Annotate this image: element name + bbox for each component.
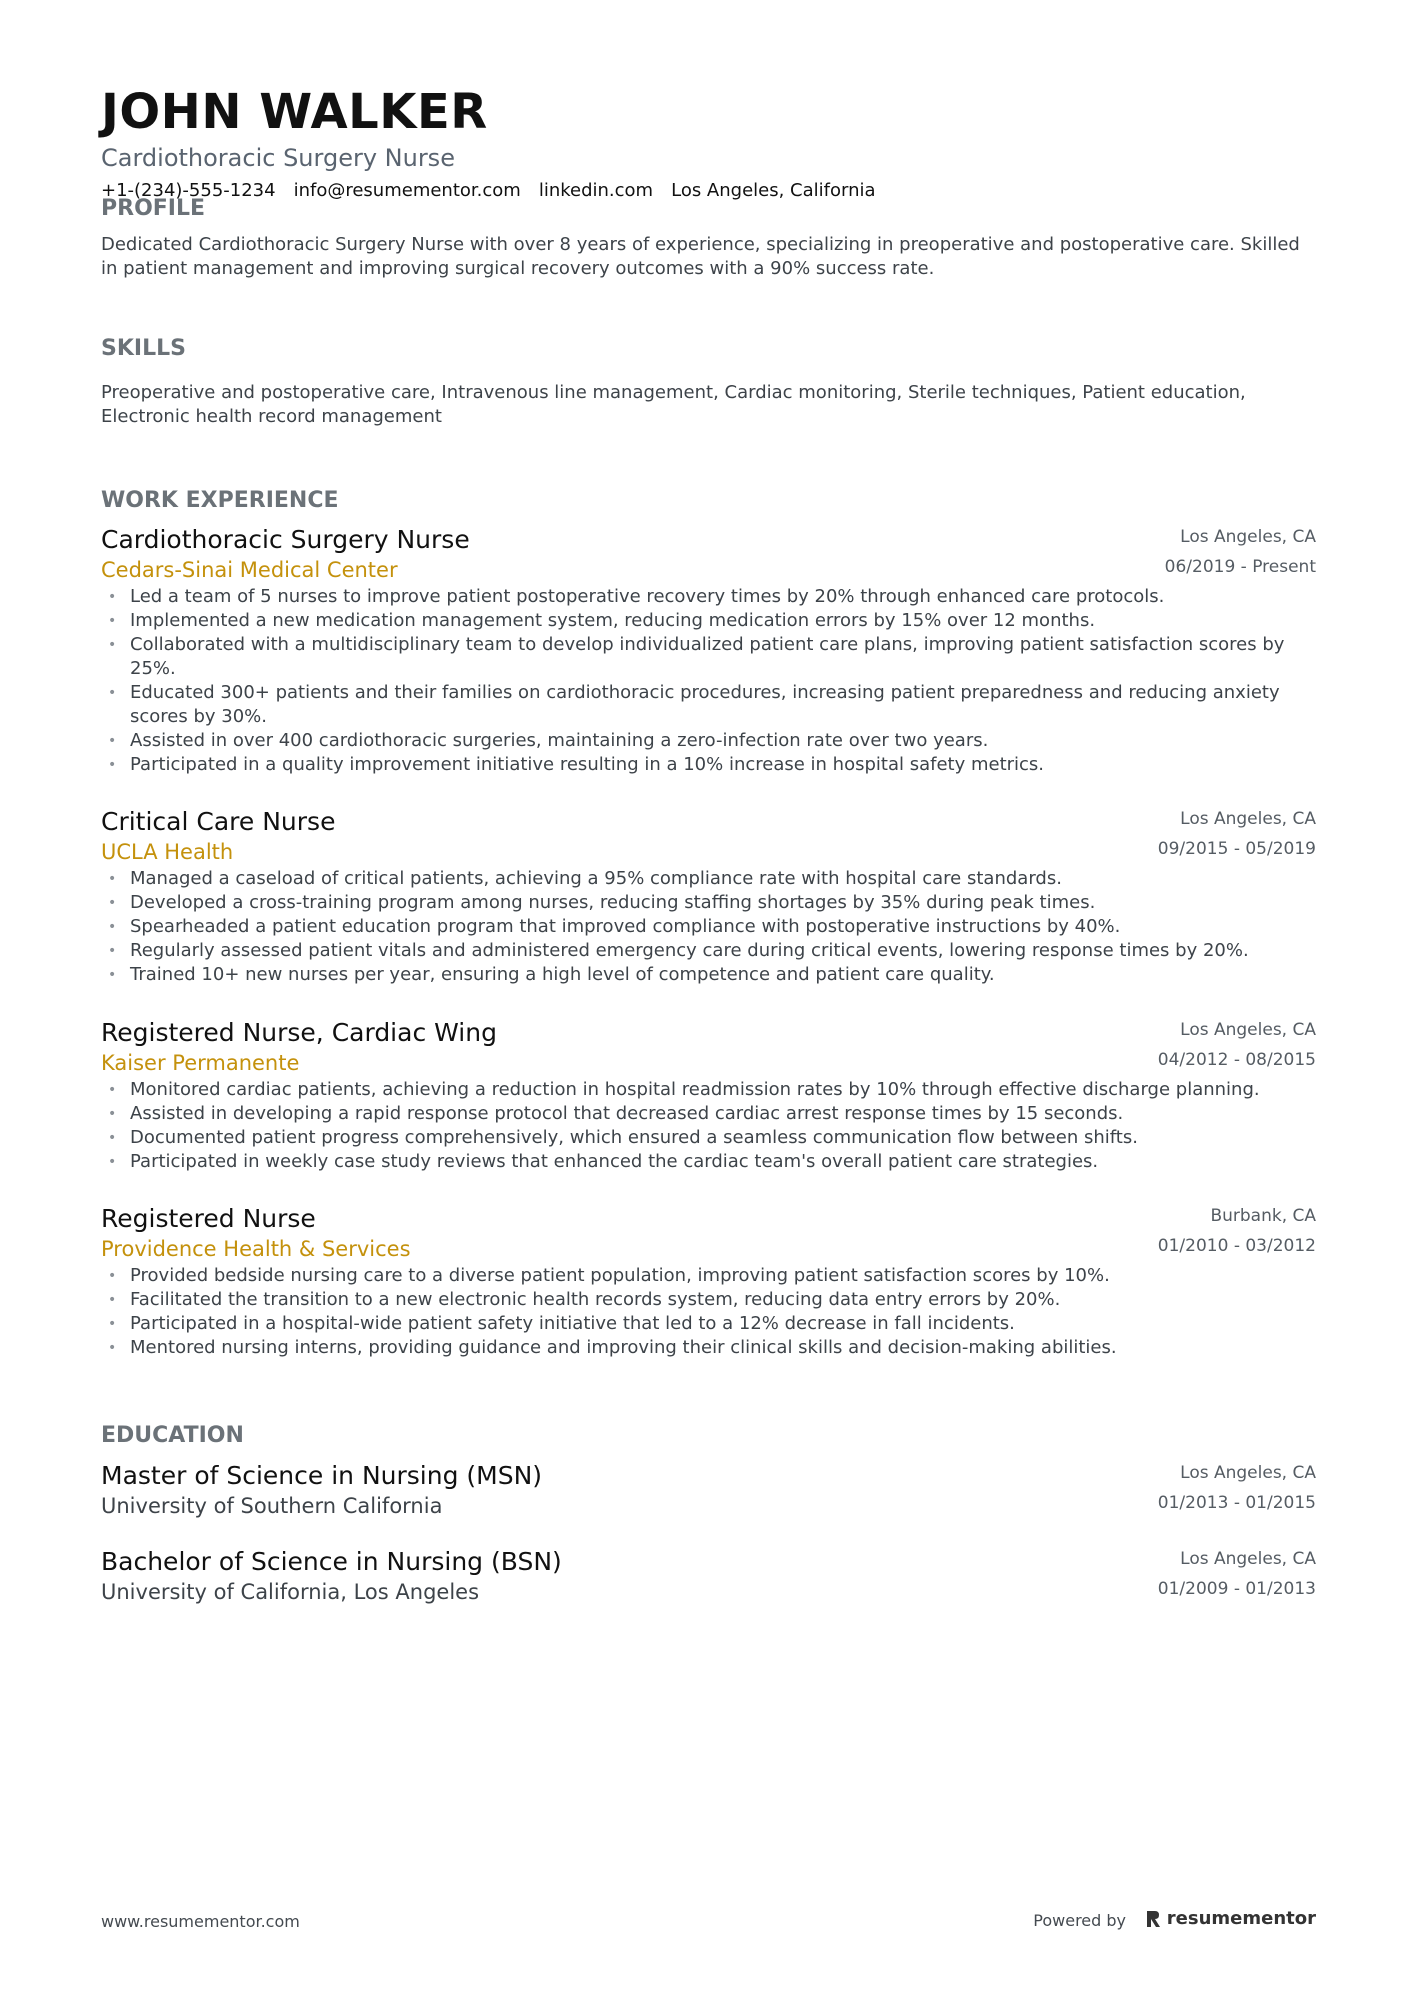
job-company: Cedars-Sinai Medical Center <box>101 558 398 582</box>
section-heading-experience: WORK EXPERIENCE <box>101 488 339 513</box>
bullet-icon: • <box>108 613 117 629</box>
bullet-item: • Trained 10+ new nurses per year, ensuring a high level of competence and patient care quality. <box>108 964 995 985</box>
bullet-icon: • <box>108 1292 117 1308</box>
bullet-item: • Provided bedside nursing care to a diverse patient population, improving patient satisfaction scores by 10%. <box>108 1265 1110 1286</box>
bullet-icon: • <box>108 1316 117 1332</box>
contact-email[interactable]: info@resumementor.com <box>293 180 521 201</box>
education-section <box>101 1422 1316 1450</box>
bullet-item: • Spearheaded a patient education program that improved compliance with postoperative instructions by 40%. <box>108 916 1121 937</box>
education-school: University of Southern California <box>101 1494 443 1518</box>
job-title: Cardiothoracic Surgery Nurse <box>101 525 470 554</box>
job-entry <box>101 1018 1316 1174</box>
bullet-item: • Assisted in developing a rapid response protocol that decreased cardiac arrest response times by 15 seconds. <box>108 1103 1124 1124</box>
bullet-item: • Managed a caseload of critical patients, achieving a 95% compliance rate with hospital care standards. <box>108 868 1062 889</box>
bullet-icon: • <box>108 895 117 911</box>
powered-by-label: Powered by <box>1033 1911 1126 1930</box>
education-entry <box>101 1547 1316 1605</box>
bullet-item: • Collaborated with a multidisciplinary team to develop individualized patient care plans, improving patient satisfaction scores by 25%. <box>108 634 1285 679</box>
job-dates: 01/2010 - 03/2012 <box>1157 1236 1316 1256</box>
bullet-item: • Documented patient progress comprehensively, which ensured a seamless communication flow between shifts. <box>108 1127 1138 1148</box>
contact-phone[interactable]: +1-(234)-555-1234 <box>101 180 276 201</box>
job-company: Kaiser Permanente <box>101 1051 300 1075</box>
bullet-icon: • <box>108 685 117 701</box>
job-location: Burbank, CA <box>1210 1206 1316 1226</box>
bullet-item: • Participated in a quality improvement initiative resulting in a 10% increase in hospital safety metrics. <box>108 754 1045 775</box>
brand-logo[interactable] <box>1145 1908 1316 1929</box>
skills-section <box>101 335 1316 429</box>
contact-location: Los Angeles, California <box>671 180 876 201</box>
bullet-item: • Developed a cross-training program among nurses, reducing staffing shortages by 35% during peak times. <box>108 892 1096 913</box>
education-school: University of California, Los Angeles <box>101 1580 480 1604</box>
candidate-name: JOHN WALKER <box>101 84 488 140</box>
bullet-icon: • <box>108 1340 117 1356</box>
bullet-item: • Educated 300+ patients and their families on cardiothoracic procedures, increasing patient preparedness and reducing anxiety scores by 30%. <box>108 682 1280 727</box>
job-title: Critical Care Nurse <box>101 807 336 836</box>
resumementor-logo-icon <box>1145 1909 1161 1929</box>
job-entry <box>101 1204 1316 1360</box>
bullet-item: • Assisted in over 400 cardiothoracic surgeries, maintaining a zero-infection rate over two years. <box>108 730 989 751</box>
job-location: Los Angeles, CA <box>1180 527 1316 547</box>
job-bullets <box>101 585 1316 777</box>
candidate-title: Cardiothoracic Surgery Nurse <box>101 144 455 172</box>
job-entry <box>101 525 1316 777</box>
bullet-item: • Monitored cardiac patients, achieving a reduction in hospital readmission rates by 10% through effective discharge planning. <box>108 1079 1260 1100</box>
bullet-icon: • <box>108 757 117 773</box>
bullet-icon: • <box>108 1268 117 1284</box>
profile-section <box>101 195 1316 281</box>
education-dates: 01/2009 - 01/2013 <box>1157 1579 1316 1599</box>
bullet-icon: • <box>108 1154 117 1170</box>
bullet-icon: • <box>108 871 117 887</box>
bullet-item: • Led a team of 5 nurses to improve patient postoperative recovery times by 20% through enhanced care protocols. <box>108 586 1165 607</box>
resume-page <box>101 82 1316 1604</box>
section-heading-profile: PROFILE <box>101 196 206 221</box>
contact-linkedin[interactable]: linkedin.com <box>538 180 654 201</box>
bullet-icon: • <box>108 733 117 749</box>
work-experience-section <box>101 487 1316 515</box>
bullet-item: • Participated in weekly case study reviews that enhanced the cardiac team's overall patient care strategies. <box>108 1151 1099 1172</box>
section-heading-skills: SKILLS <box>101 336 186 361</box>
footer-url-link[interactable]: www.resumementor.com <box>101 1912 300 1931</box>
section-heading-education: EDUCATION <box>101 1423 244 1448</box>
job-bullets <box>101 1078 1316 1174</box>
bullet-item: • Facilitated the transition to a new electronic health records system, reducing data entry errors by 20%. <box>108 1289 1061 1310</box>
education-dates: 01/2013 - 01/2015 <box>1157 1493 1316 1513</box>
job-location: Los Angeles, CA <box>1180 809 1316 829</box>
job-company: Providence Health & Services <box>101 1237 411 1261</box>
job-entry <box>101 807 1316 987</box>
bullet-item: • Implemented a new medication management system, reducing medication errors by 15% over 12 months. <box>108 610 1096 631</box>
job-bullets <box>101 867 1316 987</box>
brand-name: resumementor <box>1166 1908 1316 1929</box>
bullet-icon: • <box>108 967 117 983</box>
education-location: Los Angeles, CA <box>1180 1463 1316 1483</box>
bullet-item: • Regularly assessed patient vitals and administered emergency care during critical events, lowering response times by 20%. <box>108 940 1249 961</box>
bullet-icon: • <box>108 1106 117 1122</box>
education-location: Los Angeles, CA <box>1180 1549 1316 1569</box>
education-entry <box>101 1461 1316 1519</box>
bullet-item: • Mentored nursing interns, providing guidance and improving their clinical skills and decision-making abilities. <box>108 1337 1117 1358</box>
bullet-icon: • <box>108 589 117 605</box>
page-footer <box>101 1908 1316 1938</box>
profile-text: Dedicated Cardiothoracic Surgery Nurse with over 8 years of experience, specializing in preoperative and postoperative care. Skilled in patient management and improving surgical recovery outcomes with a 90% success rate. <box>101 234 1300 279</box>
job-title: Registered Nurse, Cardiac Wing <box>101 1018 497 1047</box>
job-dates: 09/2015 - 05/2019 <box>1157 839 1316 859</box>
job-bullets <box>101 1264 1316 1360</box>
bullet-item: • Participated in a hospital-wide patient safety initiative that led to a 12% decrease in fall incidents. <box>108 1313 1015 1334</box>
bullet-icon: • <box>108 919 117 935</box>
education-degree: Bachelor of Science in Nursing (BSN) <box>101 1547 562 1576</box>
job-company: UCLA Health <box>101 840 234 864</box>
job-dates: 06/2019 - Present <box>1164 557 1316 577</box>
bullet-icon: • <box>108 943 117 959</box>
bullet-icon: • <box>108 637 117 653</box>
job-dates: 04/2012 - 08/2015 <box>1157 1050 1316 1070</box>
job-title: Registered Nurse <box>101 1204 316 1233</box>
bullet-icon: • <box>108 1082 117 1098</box>
education-degree: Master of Science in Nursing (MSN) <box>101 1461 543 1490</box>
job-location: Los Angeles, CA <box>1180 1020 1316 1040</box>
skills-text: Preoperative and postoperative care, Intravenous line management, Cardiac monitoring, Sterile techniques, Patient education, Electronic health record management <box>101 382 1246 427</box>
bullet-icon: • <box>108 1130 117 1146</box>
